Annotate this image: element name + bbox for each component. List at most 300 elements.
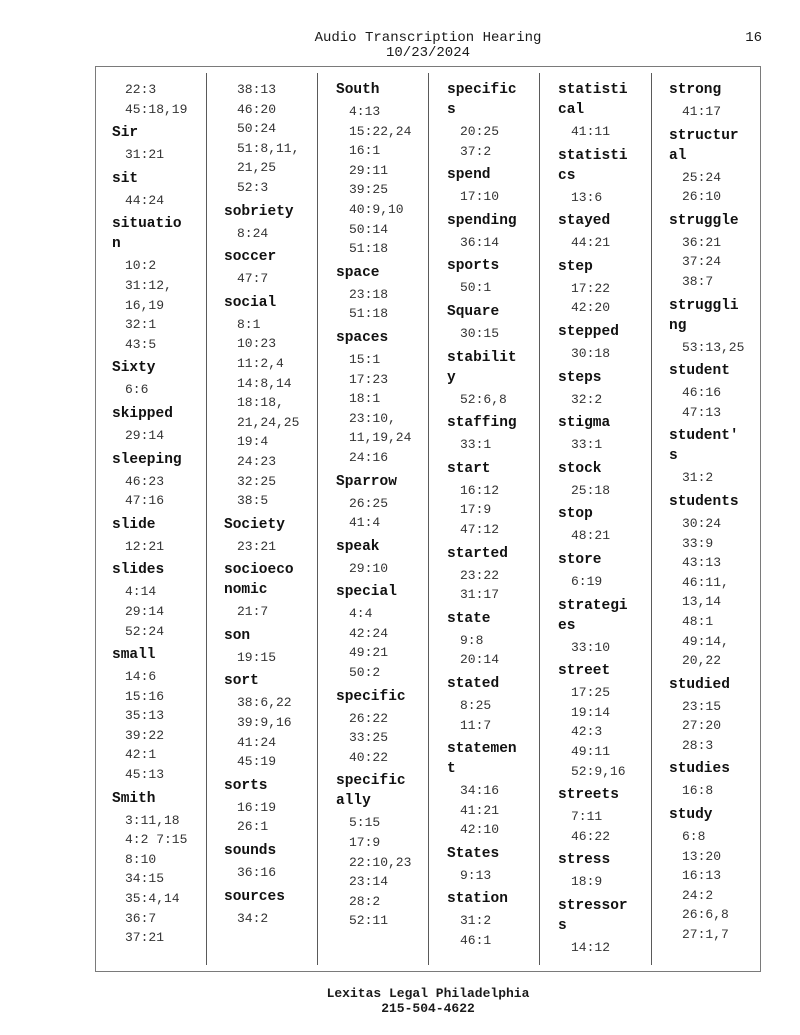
page-line-ref: 21,24,25 [237,414,300,430]
page-line-ref: 34:16 [460,783,500,799]
page-line-ref: 31:2 [682,470,714,486]
index-term: son [224,627,251,644]
index-refs [460,696,551,735]
page-line-ref: 36:21 [682,234,722,250]
index-term: stress [558,852,611,869]
page-line-ref: 43:13 [682,555,722,571]
page-line-ref: 46:22 [571,828,611,844]
index-term: state [447,610,491,627]
page-line-ref: 41:21 [460,802,500,818]
index-column-3 [336,80,440,935]
page-line-ref: 48:1 [682,613,714,629]
index-term: Sir [112,125,139,142]
page-line-ref: 6:8 [682,829,706,845]
page-line-ref: 17:22 [571,280,611,296]
continued-refs [237,80,328,198]
page-line-ref: 15:16 [125,688,165,704]
page-line-ref: 21,25 [237,160,277,176]
index-refs [349,494,440,533]
index-column-4 [447,80,551,955]
index-term: specific ally [336,773,406,810]
page-line-ref: 28:2 [349,893,381,909]
page-line-ref: 46:1 [460,933,492,949]
index-column-5 [558,80,662,961]
page-line-ref: 34:2 [237,910,269,926]
page-line-ref: 16:13 [682,868,722,884]
page-line-ref: 34:15 [125,871,165,887]
page-line-ref: 32:2 [571,391,603,407]
index-refs [682,383,773,422]
index-refs [125,191,216,211]
index-term: structur al [669,127,739,164]
page-line-ref: 3:11,18 [125,812,180,828]
index-term: situatio n [112,216,182,253]
page-line-ref: 19:15 [237,649,277,665]
index-refs [460,781,551,840]
page-line-ref: 11:7 [460,717,492,733]
index-column-2 [224,80,328,932]
index-refs [125,380,216,400]
page-line-ref: 24:23 [237,453,277,469]
page-line-ref: 50:14 [349,221,389,237]
header-title-line1: Audio Transcription Hearing [314,30,542,46]
footer-company: Lexitas Legal Philadelphia [326,986,530,1001]
index-term: started [447,545,508,562]
page-line-ref: 5:15 [349,815,381,831]
index-refs [460,324,551,344]
index-term: station [447,891,508,908]
page-line-ref: 26:22 [349,710,389,726]
index-refs [682,102,773,122]
index-term: skipped [112,405,173,422]
page-line-ref: 18:9 [571,874,603,890]
index-term: streets [558,787,619,804]
index-term: stressor s [558,897,628,934]
page-line-ref: 29:11 [349,162,389,178]
page-line-ref: 6:6 [125,382,149,398]
page-line-ref: 38:13 [237,82,277,97]
index-term: social [224,294,277,311]
page-line-ref: 33:1 [460,437,492,453]
index-term: sorts [224,777,268,794]
index-term: sort [224,673,259,690]
page-line-ref: 24:16 [349,449,389,465]
page-line-ref: 47:16 [125,493,165,509]
page-line-ref: 4:2 7:15 [125,832,188,848]
index-refs [682,338,773,358]
index-column-6 [669,80,773,949]
index-refs [682,468,773,488]
index-term: spend [447,167,491,184]
index-refs [237,909,328,929]
index-refs [125,426,216,446]
index-refs [237,863,328,883]
page-line-ref: 21:7 [237,604,269,620]
page-line-ref: 13:20 [682,848,722,864]
index-refs [571,279,662,318]
page-line-ref: 36:16 [237,865,277,881]
page-line-ref: 16:1 [349,143,381,159]
index-term: studied [669,676,730,693]
page-line-ref: 38:6,22 [237,695,292,711]
page-line-ref: 20:25 [460,124,500,139]
page-line-ref: 30:24 [682,515,722,531]
index-term: socioeco nomic [224,562,294,599]
index-refs [349,813,440,931]
index-term: South [336,82,380,98]
page-line-ref: 26:1 [237,819,269,835]
index-refs [237,269,328,289]
page-line-ref: 52:24 [125,623,165,639]
page-number: 16 [745,30,762,46]
page-line-ref: 40:9,10 [349,201,404,217]
index-term: slides [112,562,165,579]
index-column-1 [112,80,216,952]
index-refs [349,102,440,259]
page-line-ref: 14:8,14 [237,375,292,391]
page-line-ref: 44:21 [571,235,611,251]
index-refs [349,709,440,768]
page-line-ref: 39:25 [349,182,389,198]
page-line-ref: 41:4 [349,515,381,531]
page-line-ref: 8:25 [460,697,492,713]
header-title [0,31,800,61]
index-term: small [112,647,156,664]
index-term: street [558,663,611,680]
page-line-ref: 29:14 [125,427,165,443]
index-refs [682,781,773,801]
page-line-ref: 23:18 [349,286,389,302]
index-term: stated [447,675,500,692]
page-line-ref: 49:14, [682,633,729,649]
page-line-ref: 45:13 [125,767,165,783]
index-refs [460,390,551,410]
index-term: strategi es [558,597,628,634]
page-line-ref: 36:14 [460,234,500,250]
header-date: 10/23/2024 [385,45,470,61]
index-term: statisti cal [558,82,628,118]
index-refs [682,233,773,292]
page-line-ref: 11,19,24 [349,430,412,446]
page-line-ref: 22:3 [125,82,157,97]
page-line-ref: 27:20 [682,718,722,734]
page-line-ref: 16:12 [460,482,500,498]
footer [0,986,800,1016]
index-refs [682,827,773,945]
index-refs [349,604,440,682]
index-refs [460,631,551,670]
index-refs [125,811,216,948]
index-refs [571,683,662,781]
index-refs [460,566,551,605]
index-term: sleeping [112,451,182,468]
index-refs [571,390,662,410]
page-line-ref: 39:9,16 [237,715,292,731]
page-line-ref: 45:19 [237,754,277,770]
continued-refs [125,80,216,119]
page-line-ref: 25:24 [682,169,722,185]
index-refs [125,582,216,641]
page-line-ref: 7:11 [571,809,603,825]
index-refs [125,667,216,785]
index-term: studies [669,761,730,778]
index-refs [571,638,662,658]
page-line-ref: 31:17 [460,587,500,603]
index-refs [237,648,328,668]
index-refs [571,572,662,592]
page-line-ref: 14:6 [125,669,157,685]
index-term: Smith [112,790,156,807]
page-line-ref: 46:20 [237,101,277,117]
index-refs [237,315,328,511]
page-line-ref: 44:24 [125,192,165,208]
page-line-ref: 51:18 [349,306,389,322]
page-line-ref: 42:3 [571,724,603,740]
index-term: spending [447,212,517,229]
index-refs [571,233,662,253]
page-line-ref: 22:10,23 [349,854,412,870]
page-line-ref: 47:13 [682,404,722,420]
index-term: statemen t [447,741,517,778]
page-line-ref: 41:17 [682,104,722,119]
page-line-ref: 42:1 [125,747,157,763]
page-line-ref: 26:10 [682,189,722,205]
page-line-ref: 16,19 [125,297,165,313]
page-line-ref: 32:25 [237,473,277,489]
page-line-ref: 23:15 [682,698,722,714]
page-line-ref: 42:10 [460,822,500,838]
page-line-ref: 31:12, [125,277,172,293]
page-line-ref: 15:1 [349,351,381,367]
page-line-ref: 10:2 [125,258,157,274]
page-line-ref: 31:2 [460,913,492,929]
page-line-ref: 43:5 [125,336,157,352]
index-term: step [558,258,593,275]
page-line-ref: 35:4,14 [125,891,180,907]
page-line-ref: 6:19 [571,573,603,589]
index-refs [460,122,551,161]
index-refs [237,537,328,557]
page-line-ref: 52:9,16 [571,763,626,779]
page-line-ref: 10:23 [237,336,277,352]
index-term: slide [112,516,156,533]
page-line-ref: 16:19 [237,799,277,815]
page-line-ref: 33:25 [349,730,389,746]
page-line-ref: 11:2,4 [237,355,284,371]
page-line-ref: 19:14 [571,704,611,720]
page-line-ref: 37:2 [460,143,492,159]
index-term: stayed [558,213,611,230]
page-line-ref: 18:18, [237,395,284,411]
page-line-ref: 33:9 [682,535,714,551]
index-refs [571,526,662,546]
index-term: student [669,363,730,380]
page-line-ref: 17:25 [571,685,611,701]
index-term: stabilit y [447,349,517,386]
index-term: specific [336,688,406,705]
page-line-ref: 30:15 [460,325,500,341]
page-line-ref: 13:6 [571,189,603,205]
index-refs [571,938,662,958]
page-line-ref: 14:12 [571,939,611,955]
index-term: Society [224,516,285,533]
page-line-ref: 50:2 [349,665,381,681]
page-line-ref: 42:20 [571,300,611,316]
index-refs [349,350,440,468]
page-line-ref: 42:24 [349,625,389,641]
page-line-ref: 4:13 [349,104,381,119]
page-line-ref: 46:16 [682,385,722,401]
page-line-ref: 17:23 [349,371,389,387]
index-refs [571,435,662,455]
index-term: Sixty [112,360,156,377]
index-refs [682,514,773,671]
page-line-ref: 26:25 [349,495,389,511]
index-term: specific s [447,82,517,118]
page-line-ref: 29:10 [349,560,389,576]
page-line-ref: 24:2 [682,887,714,903]
index-refs [460,187,551,207]
page-line-ref: 17:10 [460,189,500,205]
footer-phone: 215-504-4622 [381,1001,475,1016]
index-term: spaces [336,329,389,346]
index-term: sit [112,170,139,187]
index-refs [460,233,551,253]
page-line-ref: 41:24 [237,734,277,750]
page-line-ref: 32:1 [125,317,157,333]
page-line-ref: 41:11 [571,124,611,139]
index-term: sports [447,258,500,275]
page-line-ref: 17:9 [460,502,492,518]
page-line-ref: 27:1,7 [682,927,729,943]
page-line-ref: 12:21 [125,538,165,554]
index-refs [571,481,662,501]
page-line-ref: 33:10 [571,639,611,655]
page-line-ref: 49:21 [349,645,389,661]
page-line-ref: 52:11 [349,913,389,929]
page-line-ref: 23:22 [460,567,500,583]
index-refs [125,256,216,354]
index-term: sounds [224,843,277,860]
page-line-ref: 9:8 [460,632,484,648]
index-refs [237,798,328,837]
page-line-ref: 26:6,8 [682,907,729,923]
index-refs [571,344,662,364]
page-line-ref: 16:8 [682,783,714,799]
index-refs [237,693,328,771]
index-term: stigma [558,415,611,432]
index-refs [571,188,662,208]
page-line-ref: 15:22,24 [349,123,412,139]
page-line-ref: 37:24 [682,254,722,270]
index-term: sobriety [224,203,294,220]
index-term: Sparrow [336,473,397,490]
page-line-ref: 45:18,19 [125,101,188,117]
index-term: sources [224,888,285,905]
index-term: student' s [669,428,739,465]
index-refs [460,911,551,950]
index-refs [125,537,216,557]
page-line-ref: 36:7 [125,910,157,926]
index-refs [349,559,440,579]
index-term: strong [669,82,722,98]
index-term: special [336,584,397,601]
page-line-ref: 46:11, [682,574,729,590]
page-line-ref: 53:13,25 [682,339,745,355]
page-line-ref: 31:21 [125,147,165,163]
page-line-ref: 30:18 [571,345,611,361]
page-line-ref: 48:21 [571,528,611,544]
index-refs [571,872,662,892]
page-line-ref: 50:1 [460,280,492,296]
page-line-ref: 37:21 [125,930,165,946]
index-refs [571,807,662,846]
page-line-ref: 20:14 [460,652,500,668]
page-line-ref: 29:14 [125,603,165,619]
page-line-ref: 18:1 [349,391,381,407]
page-line-ref: 39:22 [125,727,165,743]
index-term: start [447,460,491,477]
index-term: steps [558,369,602,386]
page-line-ref: 28:3 [682,737,714,753]
page-line-ref: 8:1 [237,316,261,332]
index-refs [682,697,773,756]
index-term: students [669,493,739,510]
index-term: stepped [558,323,619,340]
page-line-ref: 51:18 [349,241,389,257]
index-term: struggle [669,212,739,229]
page-line-ref: 40:22 [349,749,389,765]
index-term: store [558,551,602,568]
page-line-ref: 4:4 [349,606,373,622]
page-line-ref: 47:7 [237,271,269,287]
page-line-ref: 9:13 [460,867,492,883]
index-term: stop [558,506,593,523]
page-line-ref: 23:21 [237,538,277,554]
index-term: Square [447,303,500,320]
index-refs [460,435,551,455]
page-line-ref: 19:4 [237,434,269,450]
page-line-ref: 8:10 [125,851,157,867]
page-line-ref: 23:10, [349,410,396,426]
page-line-ref: 17:9 [349,835,381,851]
page-line-ref: 33:1 [571,437,603,453]
index-term: statisti cs [558,147,628,184]
page-line-ref: 23:14 [349,874,389,890]
page-line-ref: 8:24 [237,225,269,241]
index-refs [682,168,773,207]
page-line-ref: 38:5 [237,493,269,509]
page-line-ref: 51:8,11, [237,140,300,156]
index-term: stock [558,460,602,477]
page-line-ref: 25:18 [571,482,611,498]
index-term: space [336,264,380,281]
page-line-ref: 38:7 [682,273,714,289]
index-refs [460,278,551,298]
index-refs [125,145,216,165]
index-refs [571,122,662,142]
index-refs [460,866,551,886]
page-line-ref: 52:3 [237,179,269,195]
index-refs [237,224,328,244]
page-line-ref: 4:14 [125,584,157,600]
index-term: speak [336,538,380,555]
index-term: staffing [447,415,517,432]
index-refs [237,602,328,622]
page-line-ref: 35:13 [125,708,165,724]
page-line-ref: 50:24 [237,121,277,137]
index-refs [349,285,440,324]
